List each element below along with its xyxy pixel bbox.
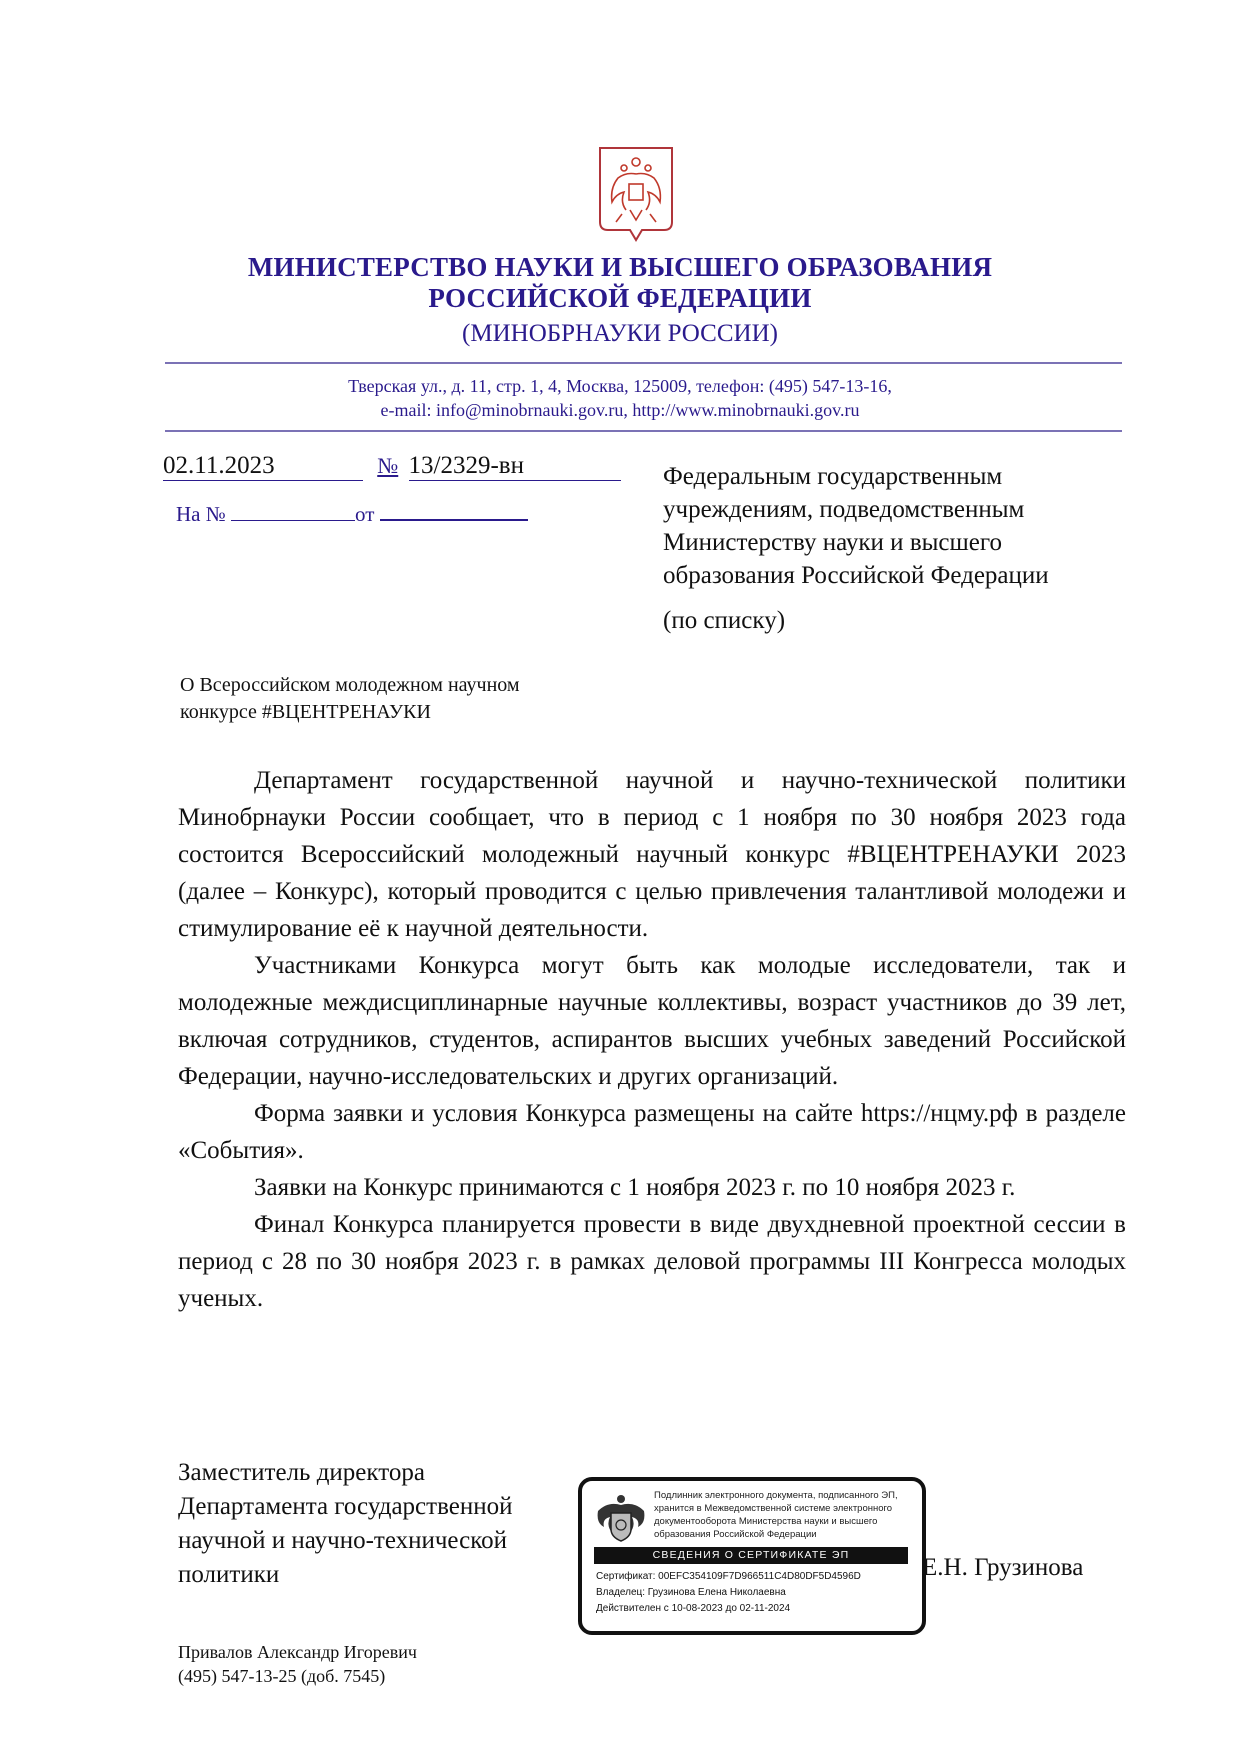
ministry-title-line1: МИНИСТЕРСТВО НАУКИ И ВЫСШЕГО ОБРАЗОВАНИЯ bbox=[247, 252, 993, 282]
body-paragraph: Участниками Конкурса могут быть как молодые исследователи, так и молодежные междисциплинарные научные коллективы, возраст участников до 39 лет, включая сотрудников, студентов, аспирантов высших учебных заведений Российской Федерации, научно-исследовательских и других организаций. bbox=[178, 952, 1126, 1090]
certificate-number: Сертификат: 00EFC354109F7D966511C4D80DF5D4596D bbox=[596, 1571, 861, 1582]
registration-date-row bbox=[163, 452, 621, 481]
stamp-header-text: Подлинник электронного документа, подписанного ЭП, хранится в Межведомственной системе электронного документооборота Министерства науки и высшего образования Российской Федерации bbox=[654, 1490, 898, 1540]
subject-line: О Всероссийском молодежном научном bbox=[180, 674, 520, 696]
signatory-position bbox=[178, 1456, 512, 1592]
header-divider-top bbox=[165, 362, 1122, 364]
reply-to-number-field bbox=[231, 520, 355, 521]
body-paragraph: Департамент государственной научной и научно-технической политики Минобрнауки России сообщает, что в период с 1 ноября по 30 ноября 2023 года состоится Всероссийский молодежный научный конкурс #ВЦЕНТРЕНАУКИ 2023 (далее – Конкурс), который проводится с целью привлечения талантливой молодежи и стимулирование её к научной деятельности. bbox=[178, 767, 1126, 942]
subject-block bbox=[180, 672, 520, 726]
body-paragraph: Форма заявки и условия Конкурса размещены на сайте https://нцму.рф в разделе «События». bbox=[178, 1100, 1126, 1164]
body-paragraph: Финал Конкурса планируется провести в виде двухдневной проектной сессии в период с 28 по 30 ноября 2023 г. в рамках деловой программы III Конгресса молодых ученых. bbox=[178, 1211, 1126, 1312]
reply-to-label: На № bbox=[176, 502, 226, 526]
position-line: Департамента государственной bbox=[178, 1493, 513, 1520]
signer-name: Е.Н. Грузинова bbox=[922, 1554, 1084, 1581]
reply-to-date-field bbox=[380, 519, 528, 521]
contact-line: e-mail: info@minobrnauki.gov.ru, http://www.minobrnauki.gov.ru bbox=[380, 400, 860, 420]
registration-date: 02.11.2023 bbox=[163, 452, 363, 481]
russian-coat-of-arms-icon bbox=[596, 144, 676, 244]
subject-line: конкурсе #ВЦЕНТРЕНАУКИ bbox=[180, 701, 431, 723]
letter-body bbox=[178, 762, 1126, 1317]
position-line: политики bbox=[178, 1561, 280, 1588]
executor-name: Привалов Александр Игоревич bbox=[178, 1642, 417, 1662]
executor-block bbox=[178, 1640, 417, 1688]
from-label: от bbox=[355, 502, 375, 526]
addressee-line: Федеральным государственным bbox=[663, 463, 1003, 490]
body-paragraph: Заявки на Конкурс принимаются с 1 ноября 2023 г. по 10 ноября 2023 г. bbox=[254, 1174, 1016, 1201]
executor-phone: (495) 547-13-25 (доб. 7545) bbox=[178, 1666, 386, 1686]
reply-to-row bbox=[176, 502, 528, 527]
addressee-block bbox=[663, 460, 1133, 637]
header-divider-bottom bbox=[165, 430, 1122, 432]
addressee-line: учреждениям, подведомственным bbox=[663, 496, 1025, 523]
electronic-signature-stamp bbox=[578, 1477, 926, 1635]
addressee-note: (по списку) bbox=[663, 607, 786, 634]
ministry-emblem-icon bbox=[594, 1493, 648, 1549]
position-line: научной и научно-технической bbox=[178, 1527, 507, 1554]
ministry-short-name: (МИНОБРНАУКИ РОССИИ) bbox=[462, 320, 778, 347]
certificate-validity: Действителен с 10-08-2023 до 02-11-2024 bbox=[596, 1603, 791, 1614]
registration-number: 13/2329-вн bbox=[409, 452, 621, 481]
addressee-line: образования Российской Федерации bbox=[663, 562, 1049, 589]
addressee-line: Министерству науки и высшего bbox=[663, 529, 1002, 556]
certificate-owner: Владелец: Грузинова Елена Николаевна bbox=[596, 1587, 786, 1598]
ministry-title-line2: РОССИЙСКОЙ ФЕДЕРАЦИИ bbox=[428, 283, 812, 313]
address-line: Тверская ул., д. 11, стр. 1, 4, Москва, 125009, телефон: (495) 547-13-16, bbox=[348, 376, 892, 396]
position-line: Заместитель директора bbox=[178, 1459, 425, 1486]
number-sign: № bbox=[377, 453, 399, 478]
stamp-certificate-title: СВЕДЕНИЯ О СЕРТИФИКАТЕ ЭП bbox=[594, 1547, 908, 1564]
